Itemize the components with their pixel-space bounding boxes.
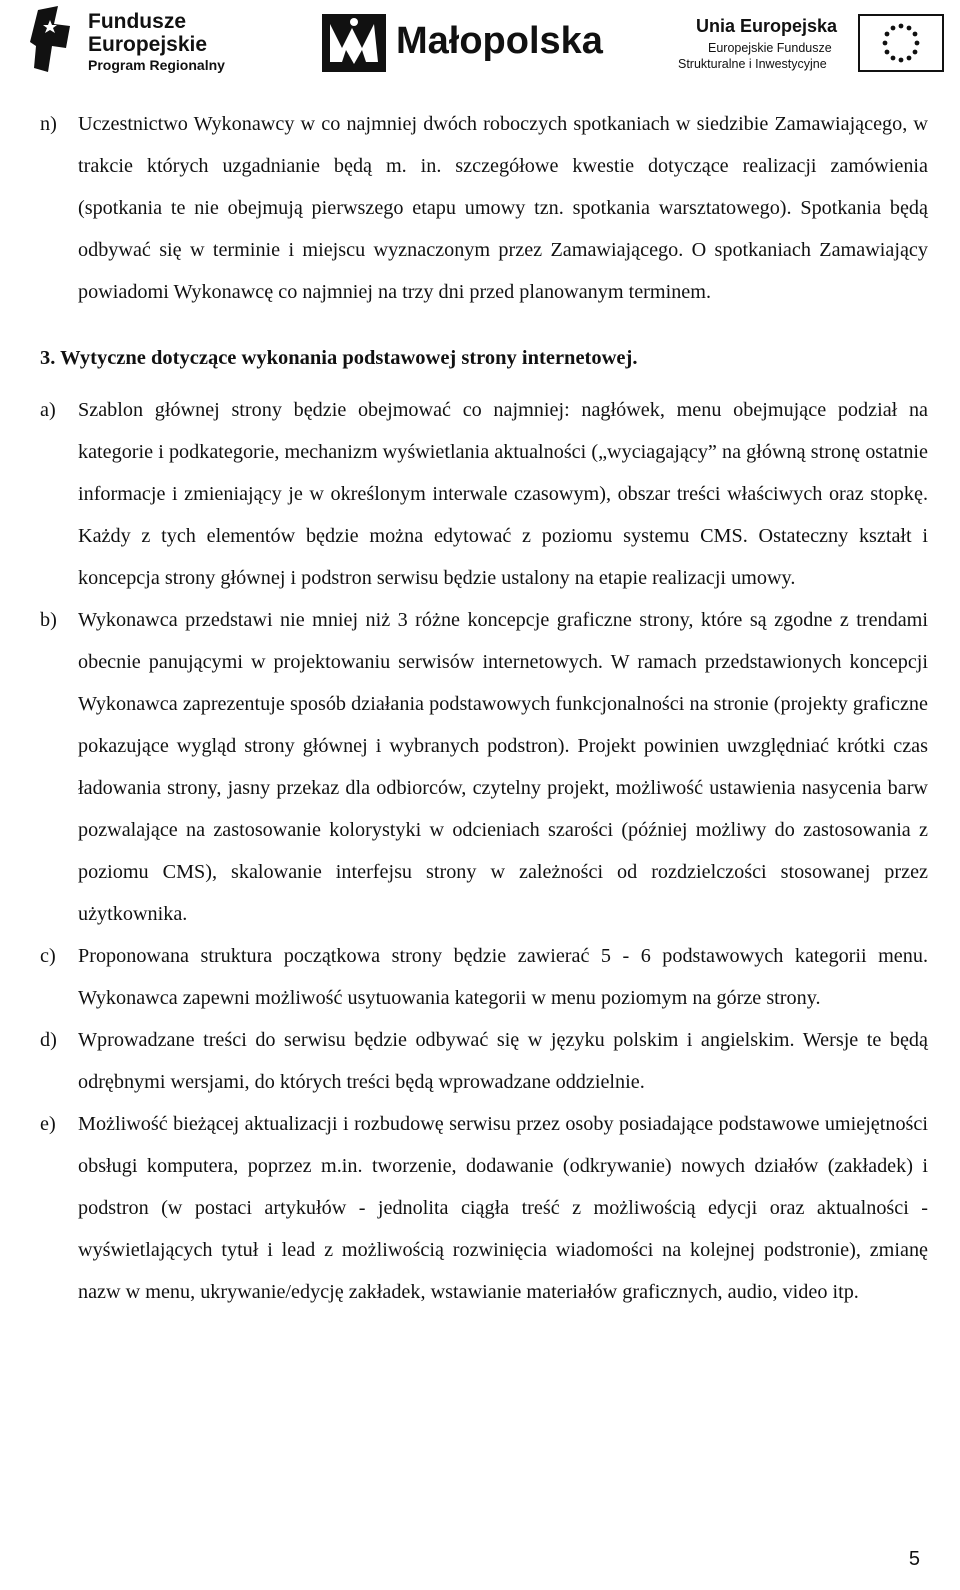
ue-logo-line2: Europejskie Fundusze <box>708 41 832 55</box>
ue-logo-line1: Unia Europejska <box>696 16 838 36</box>
list-item <box>40 103 928 313</box>
list-item-label: n) <box>40 113 57 135</box>
logo-bar <box>0 0 960 90</box>
list-item-label: a) <box>40 399 56 421</box>
list-item-text: Proponowana struktura początkowa strony będzie zawierać 5 - 6 podstawowych kategorii menu. Wykonawca zapewni możliwość usytuowania kategorii w menu poziomym na górze strony. <box>78 945 928 1009</box>
section-number: 3. <box>40 347 56 369</box>
eu-flag-icon <box>858 14 944 72</box>
malopolska-logo <box>322 0 612 90</box>
list-item <box>40 599 928 935</box>
fe-emblem-icon <box>30 6 74 76</box>
ue-logo-line3: Strukturalne i Inwestycyjne <box>678 57 827 71</box>
fundusze-europejskie-logo <box>30 0 230 90</box>
malopolska-emblem-icon <box>322 14 386 72</box>
fe-logo-line2: Europejskie <box>88 33 208 56</box>
list-item-text: Wprowadzane treści do serwisu będzie odbywać się w języku polskim i angielskim. Wersje te będą odrębnymi wersjami, do których treści będą wprowadzane oddzielnie. <box>78 1029 928 1093</box>
malopolska-name: Małopolska <box>396 20 603 62</box>
list-item-label: d) <box>40 1029 57 1051</box>
list-item-text: Szablon głównej strony będzie obejmować co najmniej: nagłówek, menu obejmujące podział na kategorie i podkategorie, mechanizm wyświetlania aktualności („wyciagający” na główną stronę ostatnie informacje i zmieniający je w określonym interwale czasowym), obszar treści właściwych oraz stopkę. Każdy z tych elementów będzie można edytować z poziomu systemu CMS. Ostateczny kształt i koncepcja strony głównej i podstron serwisu będzie ustalony na etapie realizacji umowy. <box>78 399 928 589</box>
list-item-label: b) <box>40 609 57 631</box>
list-item <box>40 1103 928 1313</box>
list-item-text: Wykonawca przedstawi nie mniej niż 3 różne koncepcje graficzne strony, które są zgodne z trendami obecnie panującymi w projektowaniu serwisów internetowych. W ramach przedstawionych koncepcji Wykonawca zaprezentuje sposób działania podstawowych funkcjonalności na stronie (projekty graficzne pokazujące wygląd strony głównej i wybranych podstron). Projekt powinien uwzględniać krótki czas ładowania strony, jasny przekaz dla odbiorców, czytelny projekt, możliwość ustawienia nasycenia barw pozwalające na zastosowanie kolorystyki w odcieniach szarości (później możliwy do zastosowania z poziomu CMS), skalowanie interfejsu strony w zależności od rozdzielczości stosowanej przez użytkownika. <box>78 609 928 925</box>
section-title: Wytyczne dotyczące wykonania podstawowej strony internetowej. <box>60 347 638 369</box>
fe-logo-line1: Fundusze <box>88 10 186 33</box>
page-number: 5 <box>908 1548 920 1570</box>
section-heading <box>40 337 928 379</box>
list-item <box>40 935 928 1019</box>
list-item-label: e) <box>40 1113 56 1135</box>
document-body <box>40 103 928 1313</box>
list-item-text: Uczestnictwo Wykonawcy w co najmniej dwóch roboczych spotkaniach w siedzibie Zamawiającego, w trakcie których uzgadnianie będą m. in. szczegółowe kwestie dotyczące realizacji zamówienia (spotkania te nie obejmują pierwszego etapu umowy tzn. spotkania warsztatowego). Spotkania będą odbywać się w terminie i miejscu wyznaczonym przez Zamawiającego. O spotkaniach Zamawiający powiadomi Wykonawcę co najmniej na trzy dni przed planowanym terminem. <box>78 113 928 303</box>
fe-logo-line3: Program Regionalny <box>88 57 225 73</box>
unia-europejska-logo <box>676 0 946 90</box>
list-item <box>40 1019 928 1103</box>
list-item-label: c) <box>40 945 56 967</box>
list-item <box>40 389 928 599</box>
list-item-text: Możliwość bieżącej aktualizacji i rozbudowę serwisu przez osoby posiadające podstawowe umiejętności obsługi komputera, poprzez m.in. tworzenie, dodawanie (odkrywanie) nowych działów (zakładek) i podstron (w postaci artykułów - jednolita ciągła treść z możliwością edycji oraz aktualności - wyświetlających tytuł i lead z możliwością rozwinięcia wiadomości na kolejnej podstronie), zmianę nazw w menu, ukrywanie/edycję zakładek, wstawianie materiałów graficznych, audio, video itp. <box>78 1113 928 1303</box>
